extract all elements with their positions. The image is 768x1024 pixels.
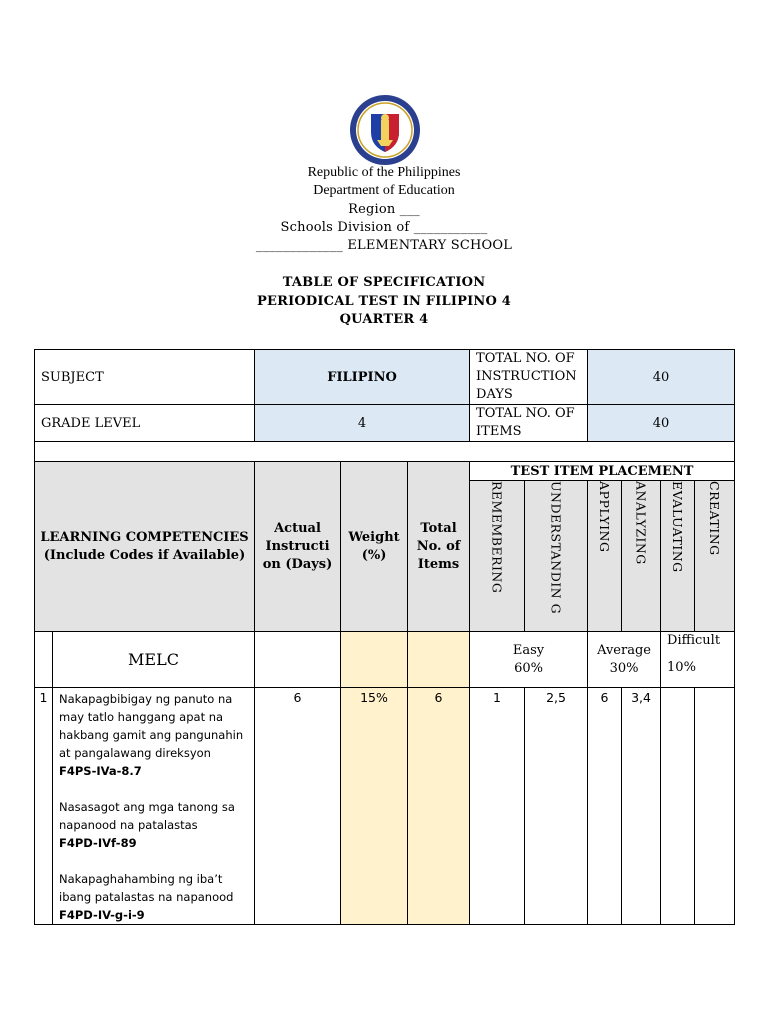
table-row	[35, 688, 735, 925]
test-item-placement-header: TEST ITEM PLACEMENT	[470, 462, 735, 481]
total-items-label: TOTAL NO. OF ITEMS	[470, 405, 588, 442]
header-line-department: Department of Education	[313, 183, 455, 198]
average-difficulty	[588, 632, 661, 688]
document-title: TABLE OF SPECIFICATION	[282, 275, 486, 290]
easy-label: Easy	[512, 642, 545, 658]
analyzing-header: ANALYZING	[633, 481, 649, 565]
header-line-division: Schools Division of ___________	[280, 220, 488, 235]
melc-number-cell	[35, 632, 53, 688]
subject-value: FILIPINO	[255, 350, 470, 405]
competencies-header: LEARNING COMPETENCIES (Include Codes if Available)	[35, 462, 255, 632]
applying-header: APPLYING	[597, 481, 613, 553]
understanding-cell: 2,5	[525, 688, 588, 925]
actual-days-header: Actual Instructi on (Days)	[255, 462, 341, 632]
spacer-row	[35, 442, 735, 462]
analyzing-cell: 3,4	[622, 688, 661, 925]
evaluating-cell	[661, 688, 695, 925]
header-line-republic: Republic of the Philippines	[307, 165, 461, 180]
total-items-cell: 6	[408, 688, 470, 925]
applying-cell: 6	[588, 688, 622, 925]
evaluating-header: EVALUATING	[670, 481, 686, 573]
competency-code: F4PD-IV-g-i-9	[59, 908, 145, 922]
header-line-school: _____________ ELEMENTARY SCHOOL	[255, 238, 513, 253]
weight-cell: 15%	[341, 688, 408, 925]
weight-header: Weight (%)	[341, 462, 408, 632]
total-items-header: Total No. of Items	[408, 462, 470, 632]
average-label: Average	[597, 642, 651, 658]
melc-actual-cell	[255, 632, 341, 688]
competency-text: Nasasagot ang mga tanong sa napanood na patalastas	[59, 800, 235, 832]
document-subtitle: PERIODICAL TEST IN FILIPINO 4	[257, 294, 511, 309]
melc-weight-cell	[341, 632, 408, 688]
specification-table	[34, 349, 735, 925]
actual-days-cell: 6	[255, 688, 341, 925]
subject-label: SUBJECT	[35, 350, 255, 405]
header-line-region: Region ___	[348, 202, 420, 217]
remembering-cell: 1	[470, 688, 525, 925]
competency-code: F4PD-IVf-89	[59, 836, 137, 850]
instruction-days-label: TOTAL NO. OF INSTRUCTION DAYS	[470, 350, 588, 405]
melc-total-cell	[408, 632, 470, 688]
average-percent: 30%	[609, 660, 639, 676]
grade-level-label: GRADE LEVEL	[35, 405, 255, 442]
melc-label: MELC	[53, 632, 255, 688]
competency-text: Nakapaghahambing ng iba’t ibang patalastas na napanood	[59, 872, 234, 904]
competencies-cell	[53, 688, 255, 925]
difficult-difficulty	[661, 632, 735, 688]
creating-header: CREATING	[707, 481, 723, 556]
difficult-label: Difficult	[667, 633, 721, 648]
easy-difficulty	[470, 632, 588, 688]
competency-item	[59, 798, 250, 852]
deped-seal-icon	[349, 94, 421, 166]
competency-item	[59, 690, 250, 780]
document-quarter: QUARTER 4	[339, 312, 429, 327]
row-number: 1	[35, 688, 53, 925]
creating-cell	[695, 688, 735, 925]
difficult-percent: 10%	[667, 660, 696, 675]
understanding-header: UNDERSTANDIN G	[548, 481, 564, 615]
total-items-value: 40	[588, 405, 735, 442]
grade-level-value: 4	[255, 405, 470, 442]
instruction-days-value: 40	[588, 350, 735, 405]
competency-item	[59, 870, 250, 924]
remembering-header: REMEMBERING	[489, 481, 505, 594]
easy-percent: 60%	[514, 660, 543, 676]
competency-text: Nakapagbibigay ng panuto na may tatlo hanggang apat na hakbang gamit ang pangunahin at pangalawang direksyon	[59, 692, 244, 760]
competency-code: F4PS-IVa-8.7	[59, 764, 142, 778]
